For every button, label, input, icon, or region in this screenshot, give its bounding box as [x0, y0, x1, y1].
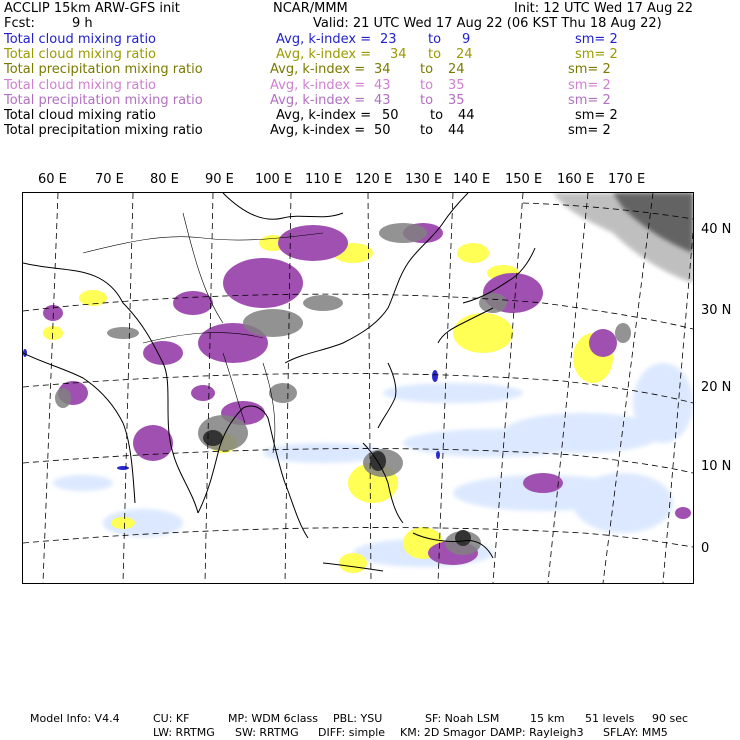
field-from: 34: [390, 47, 407, 63]
field-stat: Avg, k-index =: [276, 47, 372, 63]
vertical-levels: 51 levels: [585, 712, 635, 725]
field-from: 34: [374, 62, 391, 78]
field-smoothing: sm= 2: [568, 77, 611, 93]
lon-label: 80 E: [150, 172, 179, 187]
field-to-word: to: [428, 47, 442, 63]
field-to: 35: [448, 77, 465, 93]
lon-label: 70 E: [95, 172, 124, 187]
km-scheme: KM: 2D Smagor: [400, 726, 486, 739]
field-stat: Avg, k-index =: [270, 92, 366, 108]
pbl-scheme: PBL: YSU: [333, 712, 383, 725]
lat-label: 30 N: [701, 303, 732, 318]
map-canvas: [23, 193, 693, 583]
cu-scheme: CU: KF: [153, 712, 190, 725]
org-label: NCAR/MMM: [273, 1, 348, 16]
field-smoothing: sm= 2: [568, 123, 611, 139]
field-from: 43: [374, 77, 391, 93]
lat-label: 0: [701, 541, 710, 556]
field-to-word: to: [420, 77, 434, 93]
field-smoothing: sm= 2: [568, 92, 611, 108]
field-to: 44: [458, 108, 475, 123]
damp-scheme: DAMP: Rayleigh3: [490, 726, 584, 739]
field-smoothing: sm= 2: [575, 47, 618, 63]
field-name: Total precipitation mixing ratio: [4, 92, 203, 108]
field-stat: Avg, k-index =: [270, 62, 366, 78]
time-step: 90 sec: [652, 712, 689, 725]
sw-scheme: SW: RRTMG: [235, 726, 299, 739]
resolution: 15 km: [530, 712, 565, 725]
field-to-word: to: [428, 32, 442, 47]
lon-label: 90 E: [205, 172, 234, 187]
field-from: 43: [374, 92, 391, 108]
field-from: 23: [380, 32, 397, 47]
init-time: Init: 12 UTC Wed 17 Aug 22: [514, 1, 694, 16]
field-name: Total cloud mixing ratio: [4, 108, 157, 123]
field-smoothing: sm= 2: [575, 108, 618, 123]
mp-scheme: MP: WDM 6class: [228, 712, 318, 725]
field-to: 44: [448, 123, 465, 139]
lon-label: 120 E: [355, 172, 393, 187]
model-info: Model Info: V4.4: [30, 712, 120, 725]
lat-label: 40 N: [701, 222, 732, 237]
lat-label: 10 N: [701, 459, 732, 474]
field-smoothing: sm= 2: [568, 62, 611, 78]
field-to-word: to: [430, 108, 444, 123]
lon-label: 100 E: [255, 172, 293, 187]
field-to: 24: [456, 47, 473, 63]
field-stat: Avg, k-index =: [276, 108, 372, 123]
field-name: Total cloud mixing ratio: [4, 47, 157, 63]
valid-time: Valid: 21 UTC Wed 17 Aug 22 (06 KST Thu 18 Aug 22): [313, 16, 662, 31]
lon-label: 130 E: [405, 172, 443, 187]
field-name: Total cloud mixing ratio: [4, 32, 157, 47]
field-name: Total precipitation mixing ratio: [4, 123, 203, 139]
lon-label: 150 E: [505, 172, 543, 187]
field-to: 35: [448, 92, 465, 108]
field-stat: Avg, k-index =: [276, 32, 372, 47]
forecast-label: Fcst:: [4, 16, 35, 31]
field-from: 50: [382, 108, 399, 123]
field-to: 24: [448, 62, 465, 78]
diff-scheme: DIFF: simple: [318, 726, 386, 739]
field-stat: Avg, k-index =: [270, 123, 366, 139]
lon-label: 140 E: [453, 172, 491, 187]
lon-label: 110 E: [305, 172, 343, 187]
lw-scheme: LW: RRTMG: [153, 726, 215, 739]
sf-scheme: SF: Noah LSM: [425, 712, 500, 725]
lat-label: 20 N: [701, 380, 732, 395]
field-to-word: to: [420, 123, 434, 139]
map-panel: [22, 192, 694, 584]
sflay-scheme: SFLAY: MM5: [603, 726, 668, 739]
field-stat: Avg, k-index =: [270, 77, 366, 93]
field-from: 50: [374, 123, 391, 139]
forecast-hour: 9 h: [72, 16, 93, 31]
field-name: Total precipitation mixing ratio: [4, 62, 203, 78]
lon-label: 60 E: [38, 172, 67, 187]
model-title: ACCLIP 15km ARW-GFS init: [4, 1, 180, 16]
field-to: 9: [462, 32, 471, 47]
lon-label: 160 E: [557, 172, 595, 187]
field-smoothing: sm= 2: [575, 32, 618, 47]
field-to-word: to: [420, 62, 434, 78]
field-to-word: to: [420, 92, 434, 108]
lon-label: 170 E: [608, 172, 646, 187]
field-name: Total cloud mixing ratio: [4, 77, 157, 93]
